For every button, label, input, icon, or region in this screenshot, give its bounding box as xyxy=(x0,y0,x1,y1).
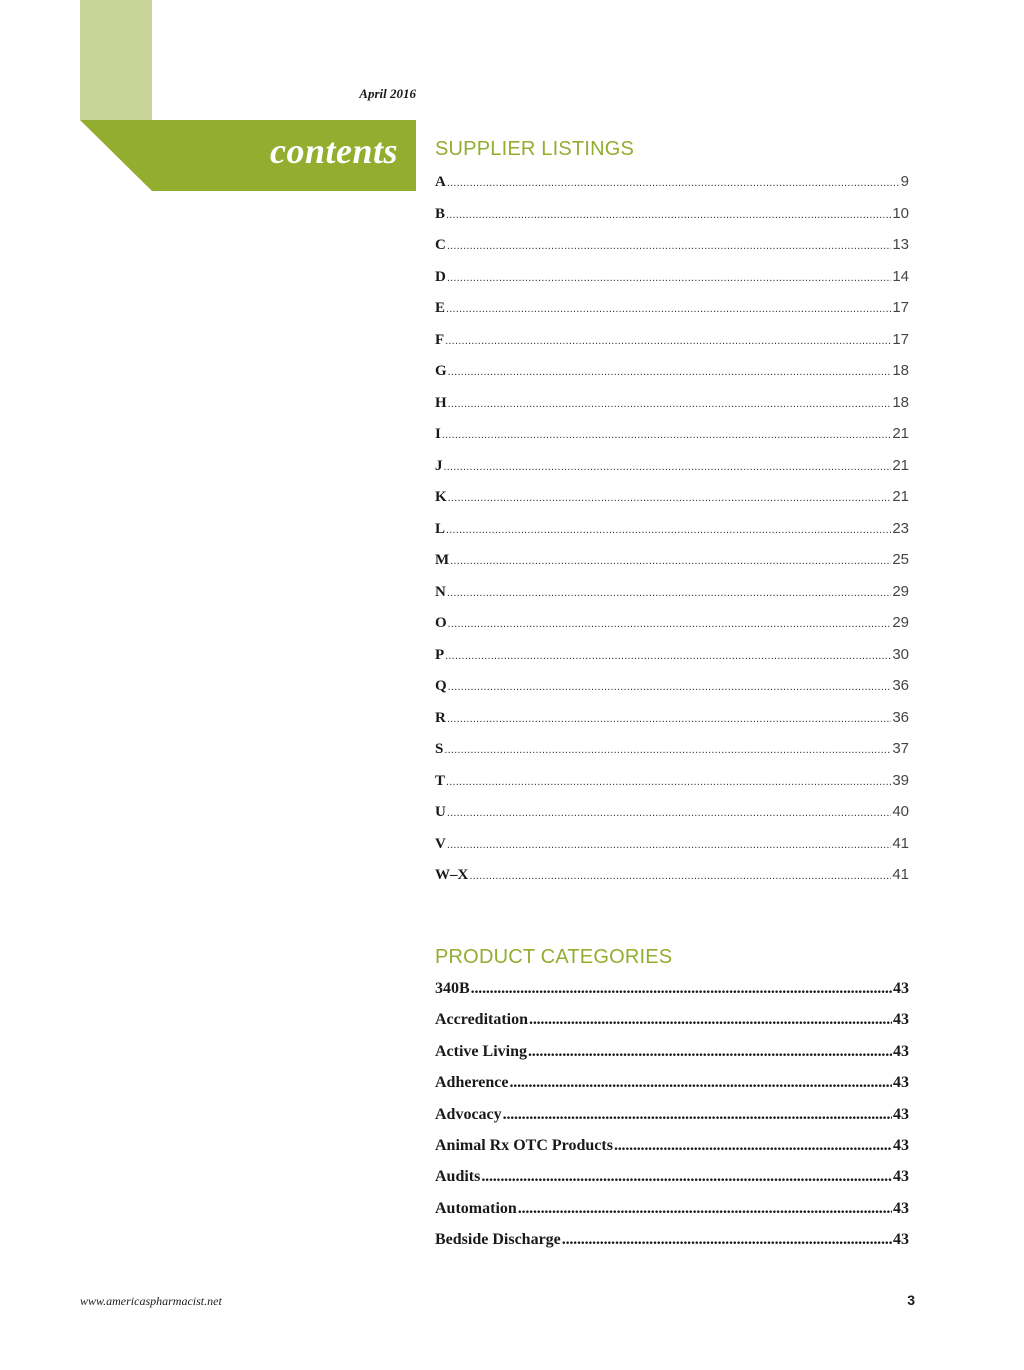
header-light-tab xyxy=(80,0,152,120)
dot-leader xyxy=(444,744,891,756)
toc-entry-label: Audits xyxy=(435,1168,481,1186)
dot-leader xyxy=(442,429,891,441)
footer-url[interactable]: www.americaspharmacist.net xyxy=(80,1294,222,1308)
product-category-entry[interactable] xyxy=(435,1074,909,1105)
toc-entry-page: 29 xyxy=(892,582,909,600)
toc-entry-page: 43 xyxy=(893,1199,909,1217)
supplier-listing-entry[interactable] xyxy=(435,677,909,709)
supplier-listing-entry[interactable] xyxy=(435,520,909,552)
dot-leader xyxy=(447,839,891,851)
product-category-entry[interactable] xyxy=(435,1137,909,1168)
toc-entry-page: 41 xyxy=(892,866,909,883)
toc-entry-page: 43 xyxy=(893,1105,909,1123)
toc-entry-page: 43 xyxy=(893,1042,909,1060)
toc-entry-page: 41 xyxy=(892,834,909,852)
dot-leader xyxy=(448,618,892,630)
dot-leader xyxy=(448,492,892,504)
toc-entry-page: 13 xyxy=(892,236,909,253)
toc-entry-label: G xyxy=(435,363,447,379)
dot-leader xyxy=(446,303,891,315)
toc-entry-label: Active Living xyxy=(435,1042,527,1060)
dot-leader xyxy=(445,335,891,347)
product-categories-heading: PRODUCT CATEGORIES xyxy=(435,946,673,968)
dot-leader xyxy=(529,1011,892,1029)
product-categories-list xyxy=(435,980,909,1263)
toc-entry-label: M xyxy=(435,552,450,568)
toc-entry-page: 10 xyxy=(892,204,909,222)
supplier-listing-entry[interactable] xyxy=(435,740,909,772)
toc-entry-label: P xyxy=(435,646,445,663)
supplier-listing-entry[interactable] xyxy=(435,583,909,615)
toc-entry-label: L xyxy=(435,520,446,537)
toc-entry-label: T xyxy=(435,772,446,789)
product-category-entry[interactable] xyxy=(435,1011,909,1042)
supplier-listings-heading: SUPPLIER LISTINGS xyxy=(435,138,635,160)
banner-title: contents xyxy=(269,131,398,171)
dot-leader xyxy=(448,398,892,410)
dot-leader xyxy=(447,713,891,725)
dot-leader xyxy=(469,870,891,882)
supplier-listing-entry[interactable] xyxy=(435,425,909,457)
toc-entry-label: D xyxy=(435,268,446,285)
supplier-listing-entry[interactable] xyxy=(435,362,909,394)
supplier-listing-entry[interactable] xyxy=(435,457,909,489)
dot-leader xyxy=(503,1106,892,1124)
dot-leader xyxy=(446,524,891,536)
toc-entry-label: Q xyxy=(435,678,447,694)
dot-leader xyxy=(614,1137,892,1155)
toc-entry-label: N xyxy=(435,583,446,600)
supplier-listing-entry[interactable] xyxy=(435,331,909,363)
dot-leader xyxy=(447,587,891,599)
supplier-listing-entry[interactable] xyxy=(435,709,909,741)
toc-entry-page: 29 xyxy=(892,614,909,631)
toc-entry-page: 43 xyxy=(893,1231,909,1249)
toc-entry-label: H xyxy=(435,394,447,411)
dot-leader xyxy=(447,807,891,819)
toc-entry-page: 43 xyxy=(893,1168,909,1186)
supplier-listing-entry[interactable] xyxy=(435,803,909,835)
product-category-entry[interactable] xyxy=(435,980,909,1011)
toc-entry-page: 43 xyxy=(893,1136,909,1154)
toc-entry-label: E xyxy=(435,300,446,316)
supplier-listing-entry[interactable] xyxy=(435,772,909,804)
dot-leader xyxy=(447,240,891,252)
toc-entry-label: S xyxy=(435,741,444,757)
toc-entry-page: 18 xyxy=(892,362,909,379)
toc-entry-label: Accreditation xyxy=(435,1011,529,1029)
supplier-listing-entry[interactable] xyxy=(435,268,909,300)
toc-entry-label: 340B xyxy=(435,980,470,997)
toc-entry-label: R xyxy=(435,709,446,726)
dot-leader xyxy=(448,366,892,378)
dot-leader xyxy=(446,776,891,788)
toc-entry-label: I xyxy=(435,426,441,442)
toc-entry-label: Animal Rx OTC Products xyxy=(435,1136,613,1154)
dot-leader xyxy=(481,1168,892,1186)
toc-entry-page: 25 xyxy=(892,551,909,568)
supplier-listing-entry[interactable] xyxy=(435,835,909,867)
product-category-entry[interactable] xyxy=(435,1231,909,1262)
supplier-listing-entry[interactable] xyxy=(435,866,909,898)
toc-entry-label: Automation xyxy=(435,1199,517,1217)
issue-date: April 2016 xyxy=(359,86,416,101)
dot-leader xyxy=(528,1043,892,1061)
supplier-listing-entry[interactable] xyxy=(435,205,909,237)
supplier-listing-entry[interactable] xyxy=(435,551,909,583)
toc-entry-page: 17 xyxy=(892,299,909,316)
toc-entry-page: 21 xyxy=(892,488,909,505)
toc-entry-page: 21 xyxy=(892,456,909,474)
toc-entry-page: 37 xyxy=(892,740,909,757)
toc-entry-page: 43 xyxy=(893,1011,909,1029)
toc-entry-label: W–X xyxy=(435,867,469,883)
dot-leader xyxy=(446,209,891,221)
toc-entry-page: 30 xyxy=(892,645,909,663)
toc-entry-label: A xyxy=(435,174,446,190)
dot-leader xyxy=(444,461,892,473)
toc-entry-page: 23 xyxy=(892,519,909,537)
toc-entry-label: K xyxy=(435,489,447,505)
toc-entry-page: 9 xyxy=(900,173,909,190)
toc-entry-page: 36 xyxy=(892,677,909,694)
supplier-listing-entry[interactable] xyxy=(435,299,909,331)
toc-entry-label: J xyxy=(435,457,443,474)
supplier-listing-entry[interactable] xyxy=(435,173,909,205)
dot-leader xyxy=(562,1231,892,1249)
product-category-entry[interactable] xyxy=(435,1168,909,1199)
toc-entry-page: 36 xyxy=(892,708,909,726)
supplier-listing-entry[interactable] xyxy=(435,488,909,520)
toc-entry-label: F xyxy=(435,331,445,348)
toc-entry-label: Bedside Discharge xyxy=(435,1231,561,1249)
dot-leader xyxy=(509,1074,892,1092)
toc-entry-page: 17 xyxy=(892,330,909,348)
toc-entry-label: B xyxy=(435,205,446,222)
product-category-entry[interactable] xyxy=(435,1200,909,1231)
toc-entry-page: 14 xyxy=(892,267,909,285)
toc-entry-label: Advocacy xyxy=(435,1105,502,1123)
toc-entry-page: 39 xyxy=(892,771,909,789)
dot-leader xyxy=(448,681,892,693)
page-number: 3 xyxy=(907,1292,915,1308)
dot-leader xyxy=(471,980,892,998)
dot-leader xyxy=(450,555,891,567)
toc-entry-page: 40 xyxy=(892,803,909,820)
dot-leader xyxy=(445,650,891,662)
dot-leader xyxy=(447,272,891,284)
toc-entry-page: 43 xyxy=(893,1074,909,1092)
toc-entry-page: 21 xyxy=(892,425,909,442)
supplier-listings-list xyxy=(435,173,909,898)
dot-leader xyxy=(447,177,900,189)
toc-entry-label: O xyxy=(435,615,447,631)
supplier-listing-entry[interactable] xyxy=(435,236,909,268)
dot-leader xyxy=(518,1200,892,1218)
supplier-listing-entry[interactable] xyxy=(435,394,909,426)
toc-entry-page: 43 xyxy=(893,980,909,997)
toc-entry-label: C xyxy=(435,237,446,253)
toc-entry-label: U xyxy=(435,804,446,820)
toc-entry-page: 18 xyxy=(892,393,909,411)
product-category-entry[interactable] xyxy=(435,1043,909,1074)
supplier-listing-entry[interactable] xyxy=(435,646,909,678)
supplier-listing-entry[interactable] xyxy=(435,614,909,646)
toc-entry-label: V xyxy=(435,835,446,852)
toc-entry-label: Adherence xyxy=(435,1074,509,1092)
product-category-entry[interactable] xyxy=(435,1106,909,1137)
